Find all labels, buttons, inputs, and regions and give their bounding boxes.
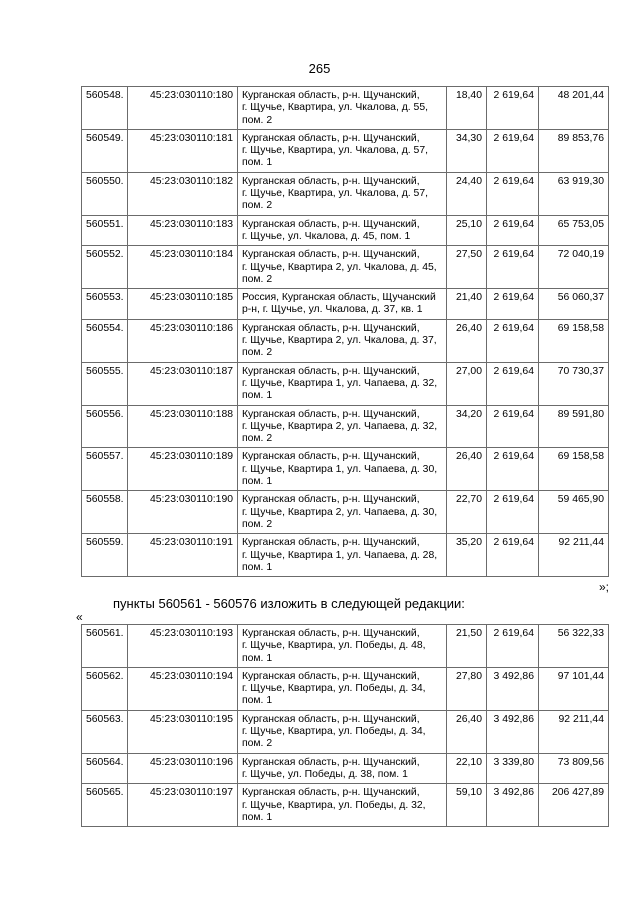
cadastral-value: 69 158,58 bbox=[539, 319, 609, 362]
table-row bbox=[82, 172, 609, 215]
rate-value: 2 619,64 bbox=[487, 625, 539, 668]
table-row bbox=[82, 246, 609, 289]
address: Курганская область, р-н. Щучанский, г. Щучье, Квартира, ул. Чкалова, д. 57, пом. 2 bbox=[238, 172, 447, 215]
rate-value: 2 619,64 bbox=[487, 405, 539, 448]
address: Курганская область, р-н. Щучанский, г. Щучье, Квартира, ул. Победы, д. 48, пом. 1 bbox=[238, 625, 447, 668]
table-row bbox=[82, 87, 609, 130]
table-row bbox=[82, 319, 609, 362]
cadastral-value: 56 322,33 bbox=[539, 625, 609, 668]
row-number: 560552. bbox=[82, 246, 128, 289]
cadastral-number: 45:23:030110:186 bbox=[128, 319, 238, 362]
table-row bbox=[82, 753, 609, 784]
area-value: 24,40 bbox=[447, 172, 487, 215]
area-value: 25,10 bbox=[447, 215, 487, 246]
address: Курганская область, р-н. Щучанский, г. Щучье, Квартира 1, ул. Чапаева, д. 28, пом. 1 bbox=[238, 534, 447, 577]
cadastral-number: 45:23:030110:193 bbox=[128, 625, 238, 668]
rate-value: 3 492,86 bbox=[487, 710, 539, 753]
cadastral-number: 45:23:030110:190 bbox=[128, 491, 238, 534]
table-row bbox=[82, 710, 609, 753]
row-number: 560564. bbox=[82, 753, 128, 784]
cadastral-value: 59 465,90 bbox=[539, 491, 609, 534]
area-value: 27,80 bbox=[447, 667, 487, 710]
cadastral-value: 97 101,44 bbox=[539, 667, 609, 710]
cadastral-number: 45:23:030110:182 bbox=[128, 172, 238, 215]
address: Курганская область, р-н. Щучанский, г. Щучье, Квартира 2, ул. Чапаева, д. 30, пом. 2 bbox=[238, 491, 447, 534]
rate-value: 2 619,64 bbox=[487, 534, 539, 577]
area-value: 34,20 bbox=[447, 405, 487, 448]
row-number: 560555. bbox=[82, 362, 128, 405]
address: Курганская область, р-н. Щучанский, г. Щучье, Квартира, ул. Победы, д. 32, пом. 1 bbox=[238, 784, 447, 827]
table-row bbox=[82, 215, 609, 246]
rate-value: 2 619,64 bbox=[487, 246, 539, 289]
address: Курганская область, р-н. Щучанский, г. Щучье, Квартира 2, ул. Чкалова, д. 45, пом. 2 bbox=[238, 246, 447, 289]
cadastral-value: 69 158,58 bbox=[539, 448, 609, 491]
area-value: 26,40 bbox=[447, 448, 487, 491]
rate-value: 2 619,64 bbox=[487, 491, 539, 534]
row-number: 560565. bbox=[82, 784, 128, 827]
cadastral-number: 45:23:030110:180 bbox=[128, 87, 238, 130]
cadastral-value: 206 427,89 bbox=[539, 784, 609, 827]
rate-value: 2 619,64 bbox=[487, 362, 539, 405]
amendment-instruction: пункты 560561 - 560576 изложить в следующей редакции: bbox=[113, 596, 465, 611]
rate-value: 2 619,64 bbox=[487, 215, 539, 246]
cadastral-number: 45:23:030110:181 bbox=[128, 129, 238, 172]
area-value: 22,10 bbox=[447, 753, 487, 784]
table-row bbox=[82, 448, 609, 491]
row-number: 560563. bbox=[82, 710, 128, 753]
address: Курганская область, р-н. Щучанский, г. Щучье, Квартира, ул. Победы, д. 34, пом. 2 bbox=[238, 710, 447, 753]
address: Курганская область, р-н. Щучанский, г. Щучье, Квартира 1, ул. Чапаева, д. 32, пом. 1 bbox=[238, 362, 447, 405]
row-number: 560553. bbox=[82, 289, 128, 320]
row-number: 560561. bbox=[82, 625, 128, 668]
cadastral-value: 48 201,44 bbox=[539, 87, 609, 130]
area-value: 34,30 bbox=[447, 129, 487, 172]
address: Курганская область, р-н. Щучанский, г. Щучье, Квартира 1, ул. Чапаева, д. 30, пом. 1 bbox=[238, 448, 447, 491]
row-number: 560562. bbox=[82, 667, 128, 710]
address: Курганская область, р-н. Щучанский, г. Щучье, Квартира 2, ул. Чапаева, д. 32, пом. 2 bbox=[238, 405, 447, 448]
cadastral-value: 89 591,80 bbox=[539, 405, 609, 448]
rate-value: 2 619,64 bbox=[487, 172, 539, 215]
cadastral-value: 65 753,05 bbox=[539, 215, 609, 246]
cadastral-number: 45:23:030110:189 bbox=[128, 448, 238, 491]
registry-table-top bbox=[81, 86, 609, 577]
row-number: 560554. bbox=[82, 319, 128, 362]
rate-value: 2 619,64 bbox=[487, 319, 539, 362]
cadastral-number: 45:23:030110:187 bbox=[128, 362, 238, 405]
address: Курганская область, р-н. Щучанский, г. Щучье, ул. Чкалова, д. 45, пом. 1 bbox=[238, 215, 447, 246]
table-row bbox=[82, 289, 609, 320]
cadastral-value: 89 853,76 bbox=[539, 129, 609, 172]
cadastral-number: 45:23:030110:191 bbox=[128, 534, 238, 577]
row-number: 560550. bbox=[82, 172, 128, 215]
area-value: 35,20 bbox=[447, 534, 487, 577]
rate-value: 2 619,64 bbox=[487, 289, 539, 320]
rate-value: 2 619,64 bbox=[487, 87, 539, 130]
cadastral-number: 45:23:030110:195 bbox=[128, 710, 238, 753]
rate-value: 3 339,80 bbox=[487, 753, 539, 784]
rate-value: 2 619,64 bbox=[487, 129, 539, 172]
row-number: 560548. bbox=[82, 87, 128, 130]
table-row bbox=[82, 405, 609, 448]
area-value: 26,40 bbox=[447, 710, 487, 753]
rate-value: 2 619,64 bbox=[487, 448, 539, 491]
area-value: 27,50 bbox=[447, 246, 487, 289]
row-number: 560549. bbox=[82, 129, 128, 172]
cadastral-value: 56 060,37 bbox=[539, 289, 609, 320]
address: Россия, Курганская область, Щучанский р-н, г. Щучье, ул. Чкалова, д. 37, кв. 1 bbox=[238, 289, 447, 320]
cadastral-number: 45:23:030110:188 bbox=[128, 405, 238, 448]
area-value: 22,70 bbox=[447, 491, 487, 534]
cadastral-number: 45:23:030110:194 bbox=[128, 667, 238, 710]
cadastral-number: 45:23:030110:184 bbox=[128, 246, 238, 289]
row-number: 560558. bbox=[82, 491, 128, 534]
cadastral-number: 45:23:030110:183 bbox=[128, 215, 238, 246]
cadastral-value: 73 809,56 bbox=[539, 753, 609, 784]
address: Курганская область, р-н. Щучанский, г. Щучье, Квартира, ул. Победы, д. 34, пом. 1 bbox=[238, 667, 447, 710]
table-row bbox=[82, 534, 609, 577]
address: Курганская область, р-н. Щучанский, г. Щучье, ул. Победы, д. 38, пом. 1 bbox=[238, 753, 447, 784]
registry-table-bottom bbox=[81, 624, 609, 827]
cadastral-value: 92 211,44 bbox=[539, 710, 609, 753]
row-number: 560556. bbox=[82, 405, 128, 448]
table-row bbox=[82, 784, 609, 827]
rate-value: 3 492,86 bbox=[487, 784, 539, 827]
cadastral-value: 70 730,37 bbox=[539, 362, 609, 405]
row-number: 560551. bbox=[82, 215, 128, 246]
cadastral-value: 92 211,44 bbox=[539, 534, 609, 577]
area-value: 21,50 bbox=[447, 625, 487, 668]
cadastral-number: 45:23:030110:185 bbox=[128, 289, 238, 320]
rate-value: 3 492,86 bbox=[487, 667, 539, 710]
area-value: 21,40 bbox=[447, 289, 487, 320]
address: Курганская область, р-н. Щучанский, г. Щучье, Квартира, ул. Чкалова, д. 57, пом. 1 bbox=[238, 129, 447, 172]
opening-quote: « bbox=[76, 610, 83, 624]
closing-quote: »; bbox=[598, 580, 609, 594]
table-row bbox=[82, 667, 609, 710]
table-row bbox=[82, 362, 609, 405]
table-row bbox=[82, 491, 609, 534]
page-number: 265 bbox=[308, 61, 331, 76]
cadastral-number: 45:23:030110:196 bbox=[128, 753, 238, 784]
cadastral-number: 45:23:030110:197 bbox=[128, 784, 238, 827]
address: Курганская область, р-н. Щучанский, г. Щучье, Квартира, ул. Чкалова, д. 55, пом. 2 bbox=[238, 87, 447, 130]
area-value: 59,10 bbox=[447, 784, 487, 827]
area-value: 27,00 bbox=[447, 362, 487, 405]
table-row bbox=[82, 625, 609, 668]
table-row bbox=[82, 129, 609, 172]
row-number: 560557. bbox=[82, 448, 128, 491]
row-number: 560559. bbox=[82, 534, 128, 577]
cadastral-value: 63 919,30 bbox=[539, 172, 609, 215]
area-value: 26,40 bbox=[447, 319, 487, 362]
cadastral-value: 72 040,19 bbox=[539, 246, 609, 289]
area-value: 18,40 bbox=[447, 87, 487, 130]
address: Курганская область, р-н. Щучанский, г. Щучье, Квартира 2, ул. Чкалова, д. 37, пом. 2 bbox=[238, 319, 447, 362]
